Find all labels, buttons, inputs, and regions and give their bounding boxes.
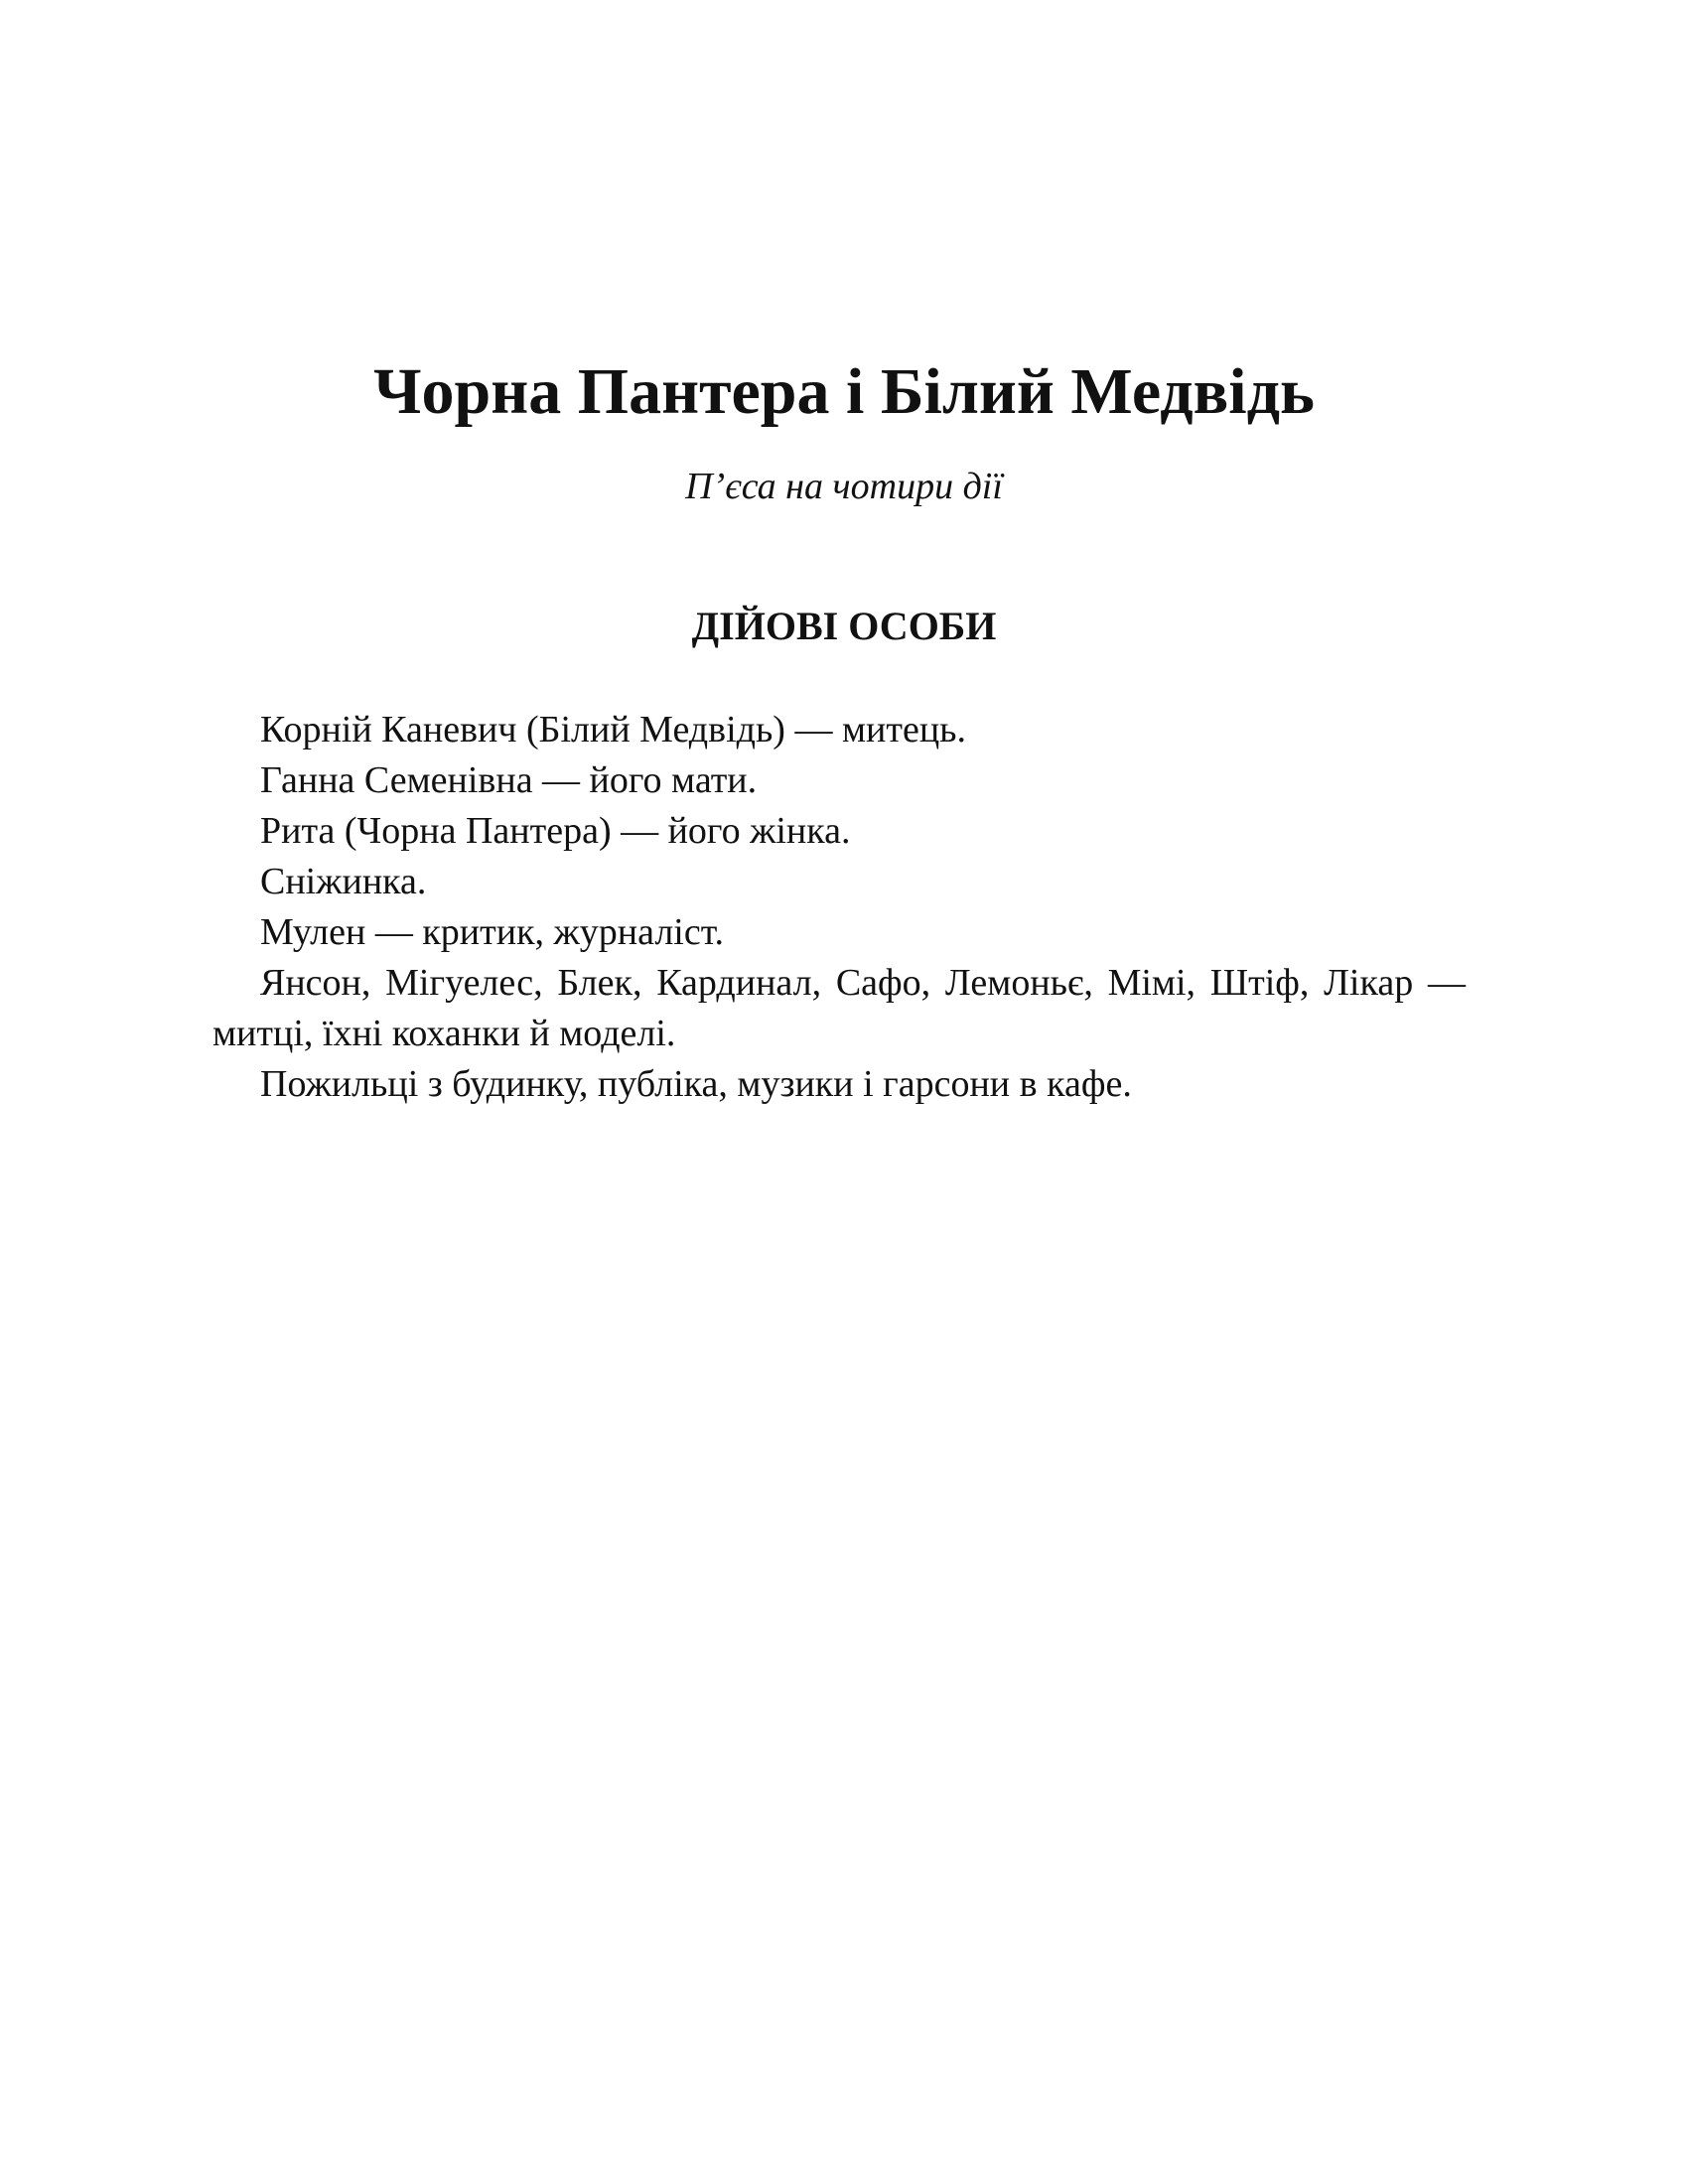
cast-list — [212, 705, 1466, 1110]
cast-entry-snizhynka: Сніжинка. — [260, 861, 427, 902]
play-subtitle: П’єса на чотири дії — [685, 466, 1003, 507]
cast-entry-ryta: Рита (Чорна Пантера) — його жінка. — [260, 810, 851, 852]
cast-entry-kornii: Корній Каневич (Білий Медвідь) — митець. — [260, 709, 966, 751]
cast-heading: ДІЙОВІ ОСОБИ — [691, 604, 997, 648]
cast-entry-extras: Пожильці з будинку, публіка, музики і гарсони в кафе. — [260, 1063, 1132, 1105]
cast-entry-artists: Янсон, Мігуелес, Блек, Кардинал, Сафо, Лемоньє, Мімі, Штіф, Лікар — митці, їхні коханки й моделі. — [212, 962, 1466, 1054]
cast-entry-hanna: Ганна Семенівна — його мати. — [260, 759, 758, 801]
cast-entry-mulen: Мулен — критик, журналіст. — [260, 911, 724, 953]
play-title: Чорна Пантера і Білий Медвідь — [373, 355, 1315, 428]
